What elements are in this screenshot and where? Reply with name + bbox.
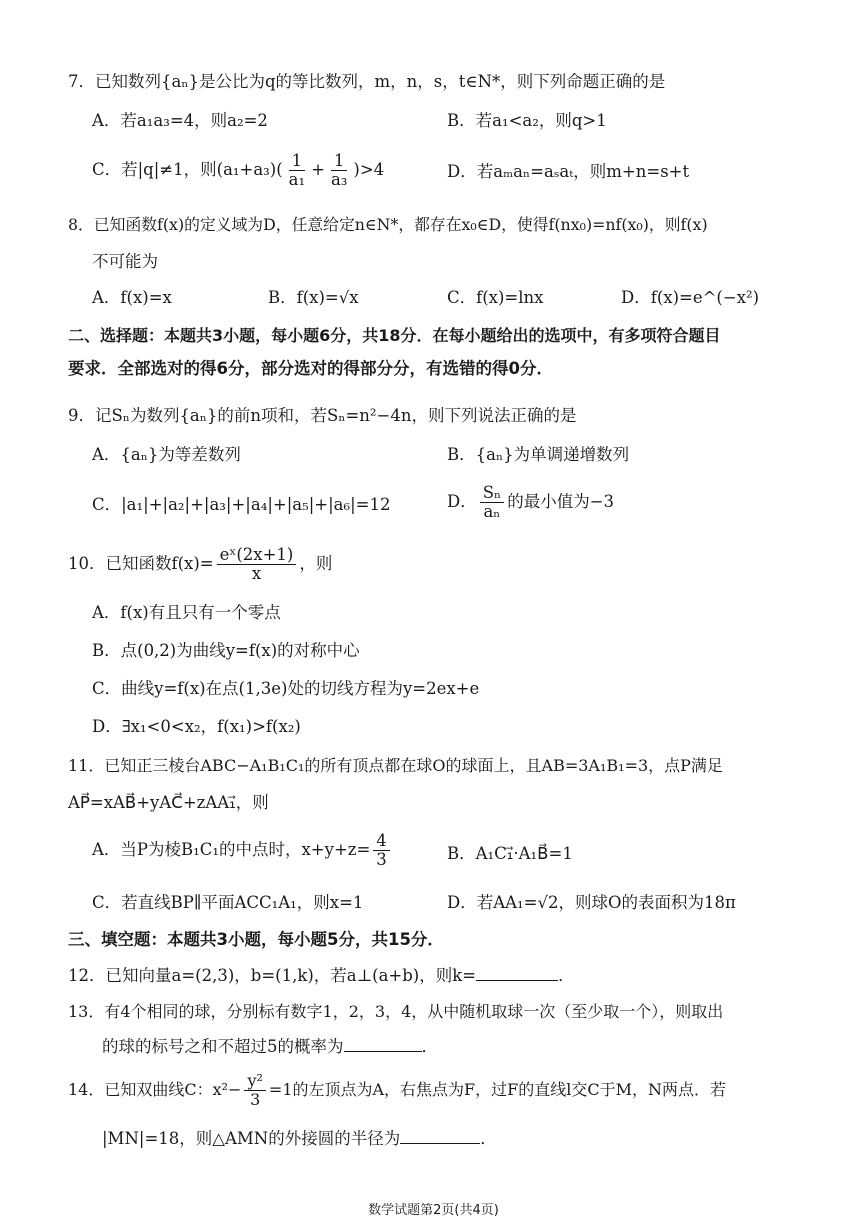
q7-c-frac2-den: a₃ xyxy=(330,170,348,189)
q9-option-d xyxy=(447,484,614,521)
q7-c-plus: + xyxy=(311,160,325,179)
q14-post: =1的左顶点为A，右焦点为F，过F的直线l交C于M，N两点．若 xyxy=(268,1080,726,1099)
q14-stem-line2 xyxy=(102,1127,497,1150)
q9-d-pre: D． xyxy=(447,492,477,511)
q10-option-d: D．∃x₁<0<x₂，f(x₁)>f(x₂) xyxy=(92,717,301,736)
q13-answer-blank[interactable] xyxy=(344,1035,422,1052)
q10-stem xyxy=(68,546,332,583)
q11-option-d: D．若AA₁=√2，则球O的表面积为18π xyxy=(447,893,736,912)
q13-line2-post: ． xyxy=(421,1037,438,1056)
q11-stem-line2: AP⃗=xAB⃗+yAC⃗+zAA₁⃗，则 xyxy=(68,793,269,812)
q7-c-frac2-num: 1 xyxy=(331,152,348,171)
q11-a-frac-num: 4 xyxy=(373,832,390,851)
q11-option-c: C．若直线BP∥平面ACC₁A₁，则x=1 xyxy=(92,893,364,912)
q7-option-d: D．若aₘaₙ=aₛaₜ，则m+n=s+t xyxy=(447,162,690,181)
q7-c-frac2 xyxy=(328,152,350,189)
q12-answer-blank[interactable] xyxy=(476,964,558,981)
q8-option-d: D．f(x)=e^(−x²) xyxy=(621,288,760,307)
q13-line2-pre: 的球的标号之和不超过5的概率为 xyxy=(102,1037,344,1056)
q10-stem-frac-num: eˣ(2x+1) xyxy=(217,546,297,565)
q7-c-pre: C．若|q|≠1，则(a₁+a₃)( xyxy=(92,160,283,179)
q14-answer-blank[interactable] xyxy=(400,1127,480,1144)
q12-stem xyxy=(68,964,575,987)
q13-stem-line2 xyxy=(102,1035,438,1058)
q10-option-a: A．f(x)有且只有一个零点 xyxy=(92,603,281,622)
section2-heading-line2: 要求．全部选对的得6分，部分选对的得部分分，有选错的得0分． xyxy=(68,359,553,378)
q7-option-a: A．若a₁a₃=4，则a₂=2 xyxy=(92,111,268,130)
q11-option-a xyxy=(92,832,393,869)
q14-frac-num: y² xyxy=(244,1072,265,1091)
q9-d-post: 的最小值为−3 xyxy=(507,492,615,511)
q11-option-b: B．A₁C₁⃗·A₁B⃗=1 xyxy=(447,844,573,863)
q14-line2-post: ． xyxy=(480,1129,497,1148)
q14-pre: 14．已知双曲线C：x²− xyxy=(68,1080,242,1099)
q10-option-b: B．点(0,2)为曲线y=f(x)的对称中心 xyxy=(92,641,360,660)
q11-a-pre: A．当P为棱B₁C₁的中点时，x+y+z= xyxy=(92,840,371,859)
q10-stem-frac-den: x xyxy=(251,564,262,583)
q9-d-frac xyxy=(480,484,504,521)
q10-stem-frac xyxy=(217,546,297,583)
q8-stem-line1: 8．已知函数f(x)的定义域为D，任意给定n∈N*，都存在x₀∈D，使得f(nx₀)=nf(x₀)，则f(x) xyxy=(68,215,708,234)
q9-option-c: C．|a₁|+|a₂|+|a₃|+|a₄|+|a₅|+|a₆|=12 xyxy=(92,495,391,514)
q7-c-frac1-den: a₁ xyxy=(288,170,306,189)
q9-option-a: A．{aₙ}为等差数列 xyxy=(92,445,241,464)
q8-option-a: A．f(x)=x xyxy=(92,288,172,307)
q14-frac-den: 3 xyxy=(250,1090,261,1109)
q9-d-frac-num: Sₙ xyxy=(480,484,504,503)
page-footer: 数学试题第2页(共4页) xyxy=(368,1203,499,1218)
q11-stem-line1: 11．已知正三棱台ABC−A₁B₁C₁的所有顶点都在球O的球面上，且AB=3A₁B₁=3，点P满足 xyxy=(68,756,723,775)
q8-stem-line2: 不可能为 xyxy=(92,252,158,271)
q10-stem-pre: 10．已知函数f(x)= xyxy=(68,554,214,573)
q14-stem-line1 xyxy=(68,1072,726,1109)
q8-option-c: C．f(x)=lnx xyxy=(447,288,544,307)
q7-c-frac1 xyxy=(286,152,308,189)
q14-frac xyxy=(244,1072,265,1109)
q13-stem-line1: 13．有4个相同的球，分别标有数字1，2，3，4，从中随机取球一次（至少取一个），则取出 xyxy=(68,1002,724,1021)
q9-d-frac-den: aₙ xyxy=(483,502,501,521)
q10-option-c: C．曲线y=f(x)在点(1,3e)处的切线方程为y=2ex+e xyxy=(92,679,480,698)
q8-option-b: B．f(x)=√x xyxy=(268,288,359,307)
q10-stem-post: ，则 xyxy=(299,554,333,573)
section3-heading: 三、填空题：本题共3小题，每小题5分，共15分． xyxy=(68,930,444,949)
q14-line2-pre: |MN|=18，则△AMN的外接圆的半径为 xyxy=(102,1129,401,1148)
q9-option-b: B．{aₙ}为单调递增数列 xyxy=(447,445,630,464)
q7-option-b: B．若a₁<a₂，则q>1 xyxy=(447,111,607,130)
q11-a-frac xyxy=(373,832,390,869)
section2-heading-line1: 二、选择题：本题共3小题，每小题6分，共18分．在每小题给出的选项中，有多项符合题目 xyxy=(68,326,721,345)
q7-c-frac1-num: 1 xyxy=(289,152,306,171)
q12-pre: 12．已知向量a=(2,3)，b=(1,k)，若a⊥(a+b)，则k= xyxy=(68,966,477,985)
q11-a-frac-den: 3 xyxy=(376,850,387,869)
q12-post: ． xyxy=(558,966,575,985)
q7-c-post: )>4 xyxy=(353,160,385,179)
q7-option-c xyxy=(92,152,384,189)
q7-stem: 7．已知数列{aₙ}是公比为q的等比数列，m，n，s，t∈N*，则下列命题正确的是 xyxy=(68,72,666,91)
q9-stem: 9．记Sₙ为数列{aₙ}的前n项和，若Sₙ=n²−4n，则下列说法正确的是 xyxy=(68,406,577,425)
